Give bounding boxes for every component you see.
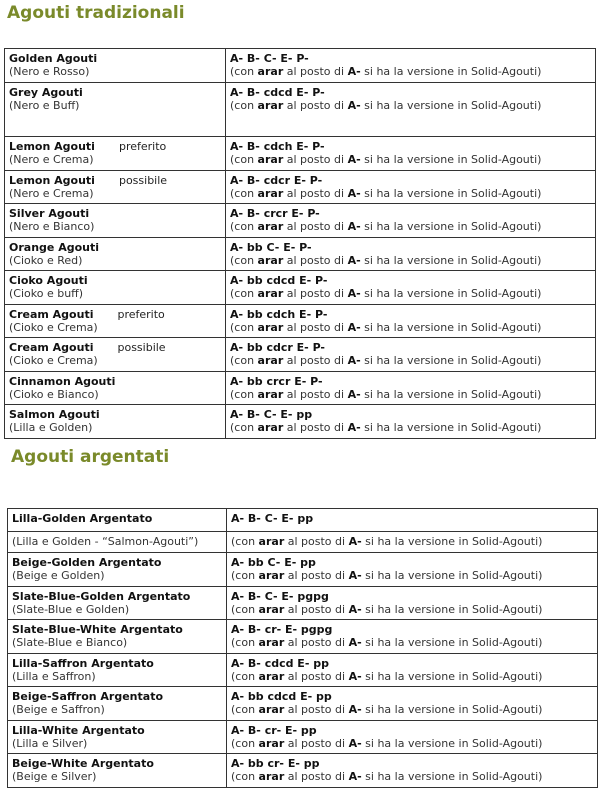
color-description: (Lilla e Golden - “Salmon-Agouti”) <box>12 535 199 548</box>
color-description: (Beige e Golden) <box>12 569 105 582</box>
genotype-formula: A- B- cdcd E- pp <box>231 657 329 670</box>
note-pre: (con <box>230 187 255 200</box>
note-mid: al posto di <box>286 254 345 267</box>
note-mid: al posto di <box>286 388 345 401</box>
name-line <box>9 207 221 220</box>
note-text <box>231 703 593 716</box>
note-mid: al posto di <box>287 703 346 716</box>
variety-name: Lemon Agouti <box>9 174 95 187</box>
genotype-cell <box>226 372 596 405</box>
name-line <box>12 657 222 670</box>
genotype-cell <box>226 271 596 305</box>
genotype-formula: A- bb C- E- P- <box>230 241 312 254</box>
variety-tag: possibile <box>118 174 168 187</box>
note-text <box>230 287 591 300</box>
note-mid: al posto di <box>286 187 345 200</box>
variety-name: Beige-Golden Argentato <box>12 556 162 569</box>
variety-name: Grey Agouti <box>9 86 83 99</box>
variety-name: Cioko Agouti <box>9 274 88 287</box>
genotype-cell <box>227 509 598 532</box>
note-b2: A- <box>348 535 362 548</box>
note-text <box>230 388 591 401</box>
note-b1: arar <box>257 354 284 367</box>
note-post: si ha la versione in Solid-Agouti) <box>365 770 543 783</box>
genotype-cell <box>227 721 598 754</box>
note-text <box>230 99 591 112</box>
note-text <box>230 153 591 166</box>
variety-name: Salmon Agouti <box>9 408 100 421</box>
animal-cell <box>5 372 226 405</box>
genotype-cell <box>226 137 596 171</box>
note-b1: arar <box>257 65 284 78</box>
silvered-agouti-table <box>7 508 598 788</box>
animal-cell <box>8 532 227 553</box>
animal-cell <box>8 754 227 788</box>
variety-name: Cream Agouti <box>9 341 94 354</box>
genotype-cell <box>226 83 596 137</box>
color-description: (Cioko e Bianco) <box>9 388 99 401</box>
note-b1: arar <box>258 535 285 548</box>
section-title-silvered: Agouti argentati <box>11 447 170 467</box>
genotype-formula: A- bb crcr E- P- <box>230 375 323 388</box>
name-line <box>9 140 221 153</box>
genotype-formula: A- B- cdcd E- P- <box>230 86 325 99</box>
variety-name: Lilla-Golden Argentato <box>12 512 153 525</box>
note-b1: arar <box>257 99 284 112</box>
note-text <box>230 65 591 78</box>
variety-name: Orange Agouti <box>9 241 99 254</box>
note-b2: A- <box>347 321 361 334</box>
animal-cell <box>5 83 226 137</box>
note-b1: arar <box>258 636 285 649</box>
note-mid: al posto di <box>287 670 346 683</box>
genotype-formula: A- B- C- E- pp <box>231 512 314 525</box>
note-pre: (con <box>231 737 256 750</box>
note-b1: arar <box>258 603 285 616</box>
note-b2: A- <box>348 703 362 716</box>
note-pre: (con <box>231 670 256 683</box>
note-b1: arar <box>258 770 285 783</box>
genotype-cell <box>227 754 598 788</box>
genotype-cell <box>227 587 598 620</box>
table-row <box>5 338 596 372</box>
note-post: si ha la versione in Solid-Agouti) <box>364 388 542 401</box>
note-b2: A- <box>348 569 362 582</box>
genotype-cell <box>227 654 598 687</box>
color-description: (Nero e Crema) <box>9 153 94 166</box>
note-b2: A- <box>347 287 361 300</box>
note-b2: A- <box>348 636 362 649</box>
name-line <box>12 623 222 636</box>
note-post: si ha la versione in Solid-Agouti) <box>364 254 542 267</box>
note-text <box>231 670 593 683</box>
name-line <box>9 52 221 65</box>
table-row <box>5 405 596 439</box>
variety-name: Slate-Blue-White Argentato <box>12 623 183 636</box>
note-text <box>231 535 593 548</box>
note-b1: arar <box>258 569 285 582</box>
traditional-agouti-table <box>4 48 596 439</box>
table-row <box>5 305 596 338</box>
note-b2: A- <box>347 254 361 267</box>
note-b2: A- <box>348 670 362 683</box>
note-pre: (con <box>231 603 256 616</box>
note-mid: al posto di <box>287 770 346 783</box>
color-description: (Nero e Rosso) <box>9 65 90 78</box>
note-pre: (con <box>230 287 255 300</box>
variety-name: Golden Agouti <box>9 52 98 65</box>
color-description: (Cioko e Crema) <box>9 354 98 367</box>
note-post: si ha la versione in Solid-Agouti) <box>365 737 543 750</box>
note-b2: A- <box>347 187 361 200</box>
note-text <box>231 603 593 616</box>
note-pre: (con <box>231 535 256 548</box>
note-text <box>231 636 593 649</box>
table-row <box>5 171 596 204</box>
note-b2: A- <box>347 354 361 367</box>
note-post: si ha la versione in Solid-Agouti) <box>364 187 542 200</box>
genotype-cell <box>227 532 598 553</box>
animal-cell <box>5 49 226 83</box>
genotype-formula: A- B- C- E- pp <box>230 408 313 421</box>
name-line <box>9 408 221 421</box>
table-row <box>5 83 596 137</box>
variety-name: Beige-White Argentato <box>12 757 154 770</box>
table-row <box>8 654 598 687</box>
note-pre: (con <box>230 421 255 434</box>
animal-cell <box>8 620 227 654</box>
note-mid: al posto di <box>287 737 346 750</box>
table-row <box>5 372 596 405</box>
table-row <box>8 620 598 654</box>
name-line <box>12 556 222 569</box>
animal-cell <box>5 305 226 338</box>
color-description: (Nero e Bianco) <box>9 220 95 233</box>
note-text <box>231 569 593 582</box>
genotype-formula: A- bb cdch E- P- <box>230 308 328 321</box>
table-row <box>5 49 596 83</box>
genotype-formula: A- bb cdcd E- pp <box>231 690 332 703</box>
animal-cell <box>8 553 227 587</box>
note-pre: (con <box>231 703 256 716</box>
table-row <box>8 532 598 553</box>
genotype-formula: A- bb cdcd E- P- <box>230 274 328 287</box>
name-line <box>9 308 221 321</box>
name-line <box>12 512 222 525</box>
note-b2: A- <box>347 388 361 401</box>
animal-cell <box>8 721 227 754</box>
genotype-formula: A- B- cr- E- pgpg <box>231 623 333 636</box>
name-line <box>9 375 221 388</box>
note-mid: al posto di <box>286 287 345 300</box>
note-pre: (con <box>231 770 256 783</box>
table-row <box>5 271 596 305</box>
note-b1: arar <box>257 388 284 401</box>
name-line <box>9 241 221 254</box>
table-row <box>8 687 598 721</box>
genotype-formula: A- B- C- E- P- <box>230 52 309 65</box>
color-description: (Nero e Buff) <box>9 99 80 112</box>
animal-cell <box>5 204 226 238</box>
variety-tag: preferito <box>118 140 167 153</box>
note-post: si ha la versione in Solid-Agouti) <box>364 287 542 300</box>
color-description: (Lilla e Saffron) <box>12 670 96 683</box>
variety-name: Lemon Agouti <box>9 140 95 153</box>
animal-cell <box>8 509 227 532</box>
note-mid: al posto di <box>286 153 345 166</box>
note-b1: arar <box>257 421 284 434</box>
note-mid: al posto di <box>287 603 346 616</box>
note-pre: (con <box>230 354 255 367</box>
note-post: si ha la versione in Solid-Agouti) <box>364 153 542 166</box>
name-line <box>9 274 221 287</box>
animal-cell <box>8 654 227 687</box>
note-b2: A- <box>347 421 361 434</box>
note-mid: al posto di <box>286 65 345 78</box>
variety-name: Silver Agouti <box>9 207 90 220</box>
genotype-formula: A- bb cdcr E- P- <box>230 341 325 354</box>
variety-name: Cinnamon Agouti <box>9 375 116 388</box>
table-row <box>5 137 596 171</box>
note-b2: A- <box>347 65 361 78</box>
note-text <box>230 220 591 233</box>
name-line <box>12 690 222 703</box>
note-post: si ha la versione in Solid-Agouti) <box>365 603 543 616</box>
note-mid: al posto di <box>286 321 345 334</box>
section-title-traditional: Agouti tradizionali <box>7 3 185 23</box>
color-description: (Lilla e Golden) <box>9 421 93 434</box>
table-row <box>5 204 596 238</box>
genotype-cell <box>226 238 596 271</box>
note-b1: arar <box>257 254 284 267</box>
note-pre: (con <box>231 569 256 582</box>
table-row <box>8 587 598 620</box>
genotype-cell <box>226 49 596 83</box>
note-post: si ha la versione in Solid-Agouti) <box>365 703 543 716</box>
note-b1: arar <box>257 153 284 166</box>
note-b1: arar <box>258 737 285 750</box>
note-b2: A- <box>348 770 362 783</box>
note-post: si ha la versione in Solid-Agouti) <box>365 535 543 548</box>
color-description: (Cioko e Crema) <box>9 321 98 334</box>
genotype-formula: A- bb cr- E- pp <box>231 757 320 770</box>
note-pre: (con <box>230 153 255 166</box>
note-b1: arar <box>257 287 284 300</box>
color-description: (Nero e Crema) <box>9 187 94 200</box>
note-post: si ha la versione in Solid-Agouti) <box>365 569 543 582</box>
note-mid: al posto di <box>287 636 346 649</box>
note-b2: A- <box>347 220 361 233</box>
note-mid: al posto di <box>287 535 346 548</box>
note-mid: al posto di <box>286 354 345 367</box>
table-row <box>8 754 598 788</box>
genotype-cell <box>227 620 598 654</box>
note-b1: arar <box>257 321 284 334</box>
variety-name: Cream Agouti <box>9 308 94 321</box>
genotype-formula: A- B- cdcr E- P- <box>230 174 323 187</box>
animal-cell <box>5 271 226 305</box>
note-b1: arar <box>257 220 284 233</box>
note-text <box>230 354 591 367</box>
variety-tag: possibile <box>117 341 166 354</box>
table-row <box>8 509 598 532</box>
genotype-cell <box>226 338 596 372</box>
animal-cell <box>8 687 227 721</box>
note-pre: (con <box>230 220 255 233</box>
variety-name: Lilla-Saffron Argentato <box>12 657 154 670</box>
animal-cell <box>5 171 226 204</box>
variety-tag: preferito <box>117 308 165 321</box>
animal-cell <box>5 137 226 171</box>
variety-name: Beige-Saffron Argentato <box>12 690 164 703</box>
note-text <box>230 254 591 267</box>
color-description: (Lilla e Silver) <box>12 737 88 750</box>
note-post: si ha la versione in Solid-Agouti) <box>364 65 542 78</box>
note-mid: al posto di <box>286 220 345 233</box>
animal-cell <box>8 587 227 620</box>
note-pre: (con <box>230 388 255 401</box>
note-post: si ha la versione in Solid-Agouti) <box>365 670 543 683</box>
note-post: si ha la versione in Solid-Agouti) <box>364 99 542 112</box>
note-post: si ha la versione in Solid-Agouti) <box>364 321 542 334</box>
animal-cell <box>5 338 226 372</box>
genotype-cell <box>226 305 596 338</box>
variety-name: Slate-Blue-Golden Argentato <box>12 590 191 603</box>
color-description: (Slate-Blue e Bianco) <box>12 636 128 649</box>
name-line <box>12 757 222 770</box>
note-post: si ha la versione in Solid-Agouti) <box>365 636 543 649</box>
note-text <box>231 737 593 750</box>
note-text <box>230 421 591 434</box>
name-line <box>9 86 221 99</box>
genotype-cell <box>226 171 596 204</box>
name-line <box>9 174 221 187</box>
genotype-formula: A- B- cr- E- pp <box>231 724 317 737</box>
color-description: (Beige e Saffron) <box>12 703 105 716</box>
color-description: (Beige e Silver) <box>12 770 97 783</box>
note-text <box>231 770 593 783</box>
name-line <box>12 724 222 737</box>
genotype-cell <box>227 687 598 721</box>
note-b2: A- <box>348 737 362 750</box>
genotype-cell <box>226 204 596 238</box>
note-post: si ha la versione in Solid-Agouti) <box>364 421 542 434</box>
note-mid: al posto di <box>286 99 345 112</box>
table-row <box>8 721 598 754</box>
note-b2: A- <box>347 153 361 166</box>
note-pre: (con <box>230 99 255 112</box>
genotype-formula: A- B- cdch E- P- <box>230 140 325 153</box>
note-b2: A- <box>348 603 362 616</box>
name-line <box>9 341 221 354</box>
note-b2: A- <box>347 99 361 112</box>
animal-cell <box>5 238 226 271</box>
note-b1: arar <box>258 703 285 716</box>
genotype-cell <box>226 405 596 439</box>
animal-cell <box>5 405 226 439</box>
genotype-formula: A- bb C- E- pp <box>231 556 316 569</box>
genotype-formula: A- B- C- E- pgpg <box>231 590 329 603</box>
note-b1: arar <box>258 670 285 683</box>
variety-name: Lilla-White Argentato <box>12 724 145 737</box>
note-text <box>230 187 591 200</box>
table-row <box>8 553 598 587</box>
color-description: (Slate-Blue e Golden) <box>12 603 130 616</box>
note-post: si ha la versione in Solid-Agouti) <box>364 354 542 367</box>
note-mid: al posto di <box>287 569 346 582</box>
note-pre: (con <box>230 254 255 267</box>
color-description: (Cioko e buff) <box>9 287 84 300</box>
name-line <box>12 590 222 603</box>
note-b1: arar <box>257 187 284 200</box>
table-row <box>5 238 596 271</box>
color-description: (Cioko e Red) <box>9 254 83 267</box>
note-text <box>230 321 591 334</box>
note-post: si ha la versione in Solid-Agouti) <box>364 220 542 233</box>
note-pre: (con <box>231 636 256 649</box>
genotype-cell <box>227 553 598 587</box>
note-mid: al posto di <box>286 421 345 434</box>
note-pre: (con <box>230 65 255 78</box>
genotype-formula: A- B- crcr E- P- <box>230 207 320 220</box>
note-pre: (con <box>230 321 255 334</box>
